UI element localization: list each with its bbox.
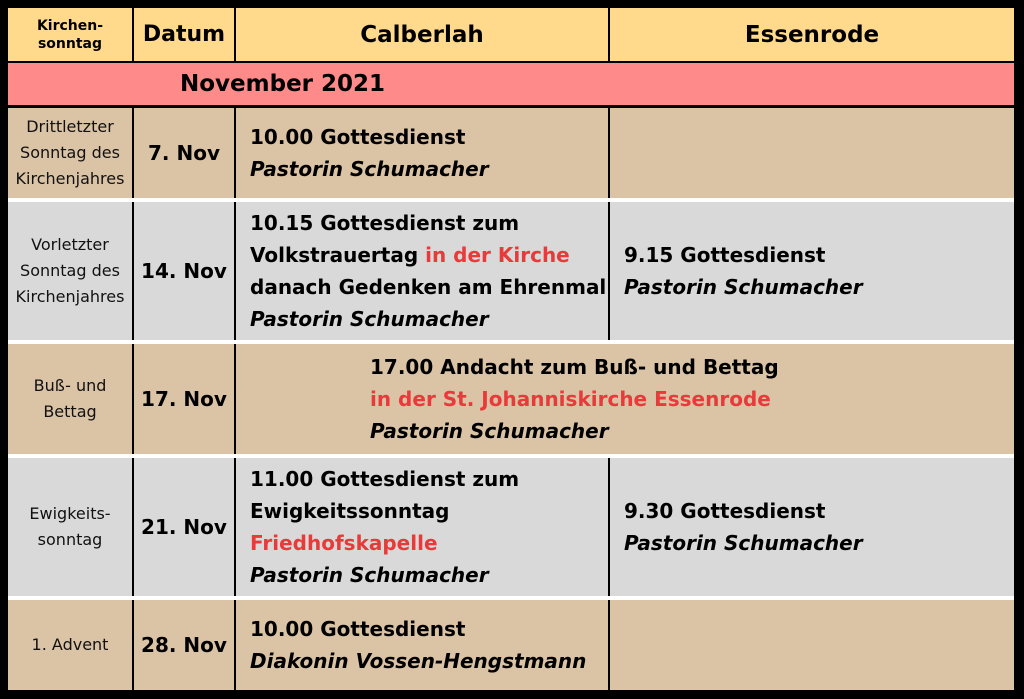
row-separator [8,340,1014,344]
row1-calberlah-pastor: Pastorin Schumacher [250,157,489,181]
row2-calberlah-service: 10.15 Gottesdienst zum [250,211,520,235]
row2-datum: 14. Nov [134,202,234,340]
row3-combined [236,344,1014,454]
row4-sonntag: Ewigkeits- sonntag [8,458,132,596]
row4-essenrode [610,458,1014,596]
schedule-table [4,4,1018,695]
row2-sonntag: Vorletzter Sonntag des Kirchenjahres [8,202,132,340]
row5-calberlah-service: 10.00 Gottesdienst [250,617,466,641]
row5-sonntag: 1. Advent [8,600,132,690]
row2-calberlah-note: danach Gedenken am Ehrenmal [250,275,607,299]
row4-calberlah [236,458,608,596]
row2-calberlah-pastor: Pastorin Schumacher [250,307,489,331]
row5-essenrode [610,600,1014,690]
row5-datum: 28. Nov [134,600,234,690]
row4-calberlah-location: Friedhofskapelle [250,531,438,555]
row5-calberlah-pastor: Diakonin Vossen-Hengstmann [250,649,587,673]
row4-calberlah-service: 11.00 Gottesdienst zum [250,467,520,491]
row3-sonntag: Buß- und Bettag [8,344,132,454]
row4-essenrode-pastor: Pastorin Schumacher [624,531,863,555]
row3-datum: 17. Nov [134,344,234,454]
row1-calberlah-service: 10.00 Gottesdienst [250,125,466,149]
row-separator [8,198,1014,202]
row2-calberlah-occasion: Volkstrauertag in der Kirche [250,243,570,267]
row4-calberlah-occasion: Ewigkeitssonntag [250,499,450,523]
row-separator [8,596,1014,600]
month-banner: November 2021 [8,63,1014,105]
header-datum: Datum [134,8,234,61]
row3-location: in der St. Johanniskirche Essenrode [370,387,771,411]
row2-essenrode-pastor: Pastorin Schumacher [624,275,863,299]
header-kirchensonntag: Kirchen- sonntag [8,8,132,61]
row1-calberlah [236,108,608,198]
row3-pastor: Pastorin Schumacher [370,419,609,443]
row-separator [8,454,1014,458]
row4-datum: 21. Nov [134,458,234,596]
row2-calberlah [236,202,608,340]
row2-essenrode-service: 9.15 Gottesdienst [624,243,826,267]
row5-calberlah [236,600,608,690]
row4-calberlah-pastor: Pastorin Schumacher [250,563,489,587]
row1-sonntag: Drittletzter Sonntag des Kirchenjahres [8,108,132,198]
row2-essenrode [610,202,1014,340]
row1-datum: 7. Nov [134,108,234,198]
row4-essenrode-service: 9.30 Gottesdienst [624,499,826,523]
row2-calberlah-location: in der Kirche [425,243,570,267]
row3-service: 17.00 Andacht zum Buß- und Bettag [370,355,779,379]
header-essenrode: Essenrode [610,8,1014,61]
header-calberlah: Calberlah [236,8,608,61]
row1-essenrode [610,108,1014,198]
